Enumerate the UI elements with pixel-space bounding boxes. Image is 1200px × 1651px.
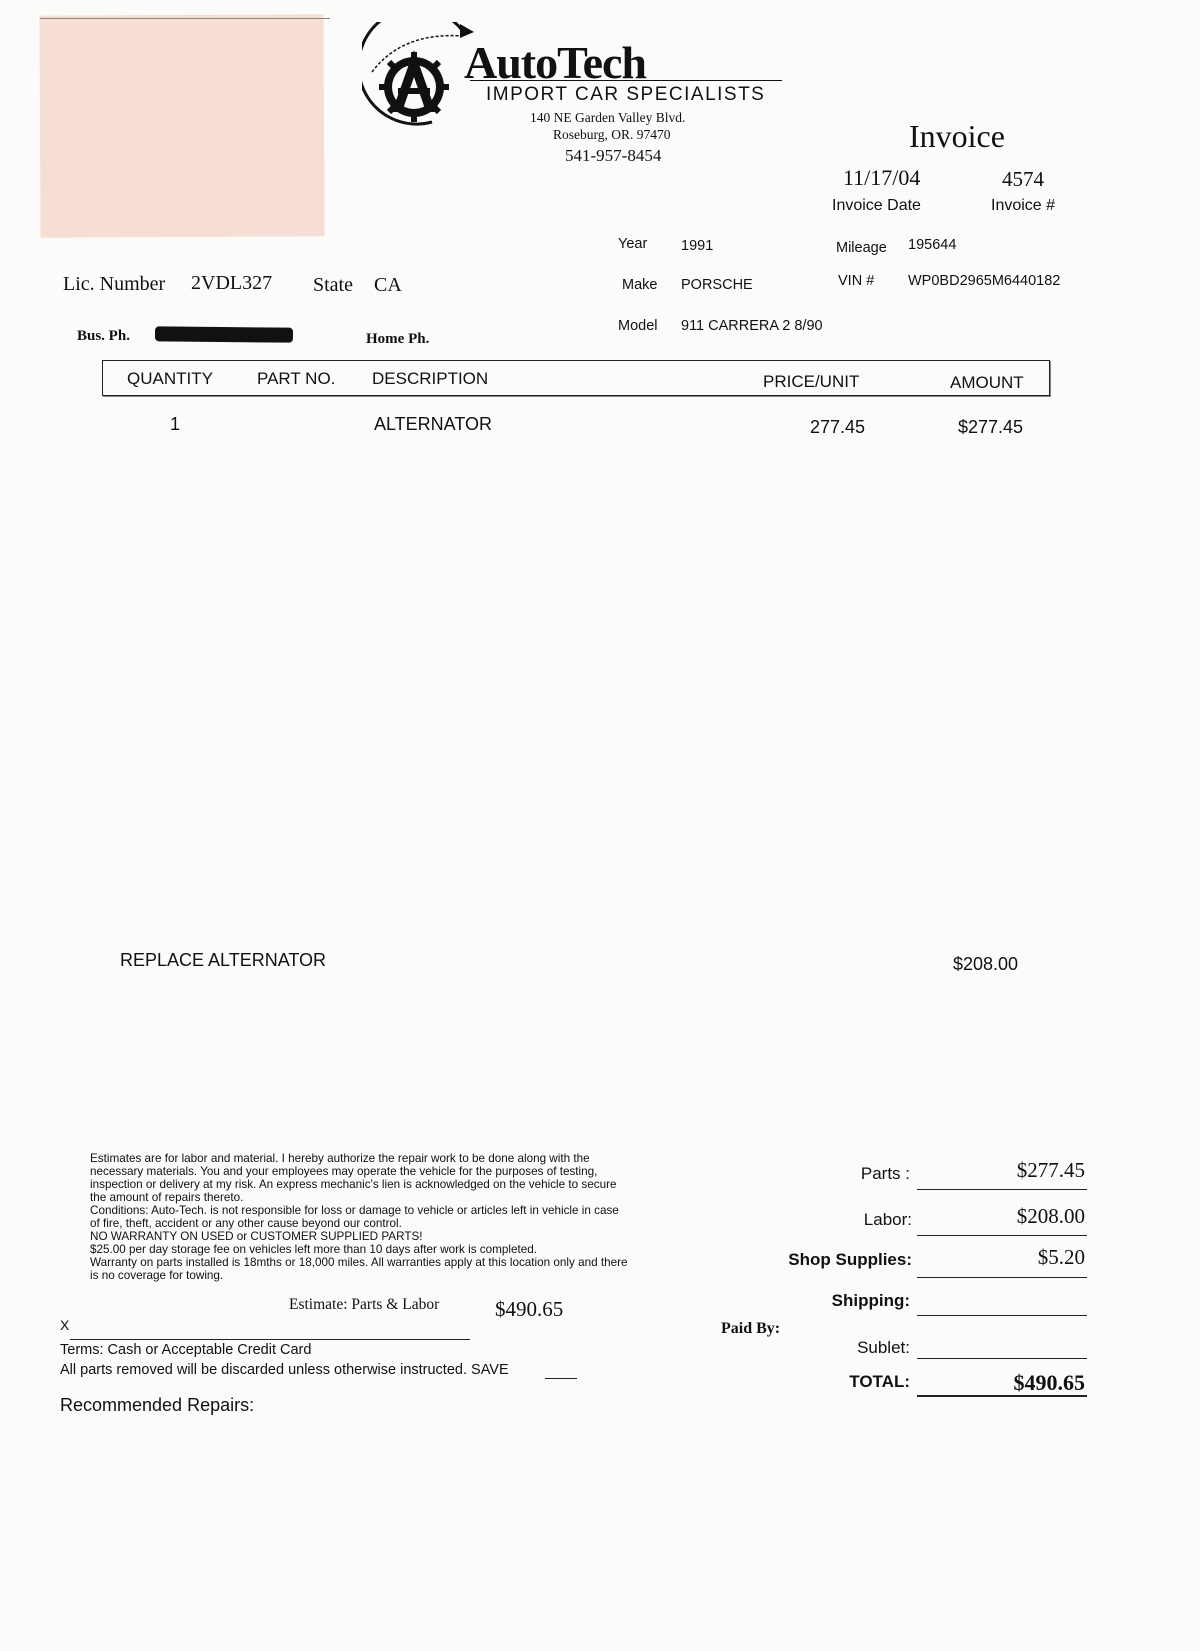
summary-parts-label: Parts :: [860, 1164, 910, 1183]
paid-by-label: Paid By:: [721, 1320, 781, 1337]
vin-label: VIN #: [838, 273, 875, 289]
year-label: Year: [618, 236, 648, 252]
terms-and-conditions: Estimates are for labor and material. I hereby authorize the repair work to be done along with the necessary materials. You and your employees may operate the vehicle for the purposes of testing, inspection or delivery at my risk. An express mechanic's lien is acknowledged on the vehicle to secure the amount of repairs thereto. Conditions: Auto-Tech. is not responsible for loss or damage to vehicle or articles left in vehicle in case of fire, theft, accident or any other cause beyond our control. NO WARRANTY ON USED or CUSTOMER SUPPLIED PARTS! $25.00 per day storage fee on vehicles left more than 10 days after work is completed. Warranty on parts installed is 18mths or 18,000 miles. All warranties apply at this location only and there is no coverage for towing.: [90, 1152, 628, 1282]
estimate-label: Estimate: Parts & Labor: [289, 1296, 440, 1313]
header-part-no: PART NO.: [257, 369, 336, 388]
summary-total-value: $490.65: [1013, 1370, 1085, 1395]
summary-shipping-rule: [917, 1315, 1087, 1316]
header-quantity: QUANTITY: [127, 369, 213, 388]
mileage-value: 195644: [908, 237, 957, 253]
make-label: Make: [622, 277, 658, 293]
summary-shop-supplies-value: $5.20: [1037, 1245, 1085, 1269]
header-amount: AMOUNT: [950, 373, 1024, 392]
signature-line: [70, 1339, 470, 1340]
company-address-line2: Roseburg, OR. 97470: [553, 127, 671, 142]
recommended-repairs-label: Recommended Repairs:: [60, 1395, 255, 1415]
summary-parts-value: $277.45: [1016, 1158, 1085, 1182]
invoice-date-label: Invoice Date: [832, 197, 921, 214]
summary-labor-value: $208.00: [1016, 1204, 1085, 1228]
company-tagline: IMPORT CAR SPECIALISTS: [486, 84, 766, 105]
year-value: 1991: [681, 238, 714, 254]
labor-amount: $208.00: [953, 954, 1019, 974]
save-blank-line: [545, 1378, 577, 1379]
invoice-number: 4574: [1002, 167, 1044, 191]
line-items-header: [102, 360, 1050, 396]
summary-total-rule: [917, 1395, 1087, 1397]
make-value: PORSCHE: [681, 277, 753, 293]
summary-parts-rule: [917, 1189, 1087, 1190]
invoice-number-label: Invoice #: [991, 197, 1056, 214]
part-quantity: 1: [170, 414, 181, 434]
sticky-note-redaction: [39, 14, 324, 237]
summary-shop-supplies-label: Shop Supplies:: [788, 1250, 912, 1269]
payment-terms: Terms: Cash or Acceptable Credit Card: [60, 1342, 312, 1358]
logo-underline: [470, 80, 782, 81]
company-address-line1: 140 NE Garden Valley Blvd.: [530, 110, 686, 125]
summary-sublet-label: Sublet:: [857, 1338, 910, 1357]
state-label: State: [313, 274, 353, 296]
part-amount: $277.45: [958, 417, 1024, 437]
summary-total-label: TOTAL:: [849, 1372, 910, 1391]
part-price-unit: 277.45: [810, 417, 866, 437]
part-description: ALTERNATOR: [374, 414, 493, 434]
company-name: AutoTech: [464, 37, 646, 88]
mileage-label: Mileage: [836, 240, 887, 256]
top-edge-line: [40, 18, 330, 19]
summary-labor-rule: [917, 1235, 1087, 1236]
summary-labor-label: Labor:: [863, 1210, 912, 1229]
company-phone: 541-957-8454: [565, 146, 662, 165]
home-phone-label: Home Ph.: [366, 331, 430, 347]
estimate-value: $490.65: [495, 1297, 564, 1321]
license-label: Lic. Number: [63, 273, 166, 295]
invoice-date: 11/17/04: [843, 165, 921, 190]
signature-x: X: [60, 1317, 70, 1333]
vin-value: WP0BD2965M6440182: [908, 273, 1061, 289]
business-phone-label: Bus. Ph.: [77, 328, 130, 344]
model-label: Model: [618, 318, 658, 334]
license-value: 2VDL327: [191, 272, 273, 294]
header-description: DESCRIPTION: [372, 369, 489, 388]
invoice-title: Invoice: [909, 118, 1005, 154]
redacted-phone: [155, 326, 293, 342]
summary-sublet-rule: [917, 1358, 1087, 1359]
summary-shipping-label: Shipping:: [831, 1291, 910, 1310]
summary-shop-supplies-rule: [917, 1277, 1087, 1278]
header-price-unit: PRICE/UNIT: [763, 372, 860, 391]
labor-description: REPLACE ALTERNATOR: [120, 950, 327, 970]
state-value: CA: [374, 274, 402, 296]
model-value: 911 CARRERA 2 8/90: [681, 318, 823, 334]
discard-note: All parts removed will be discarded unless otherwise instructed. SAVE: [60, 1362, 509, 1378]
